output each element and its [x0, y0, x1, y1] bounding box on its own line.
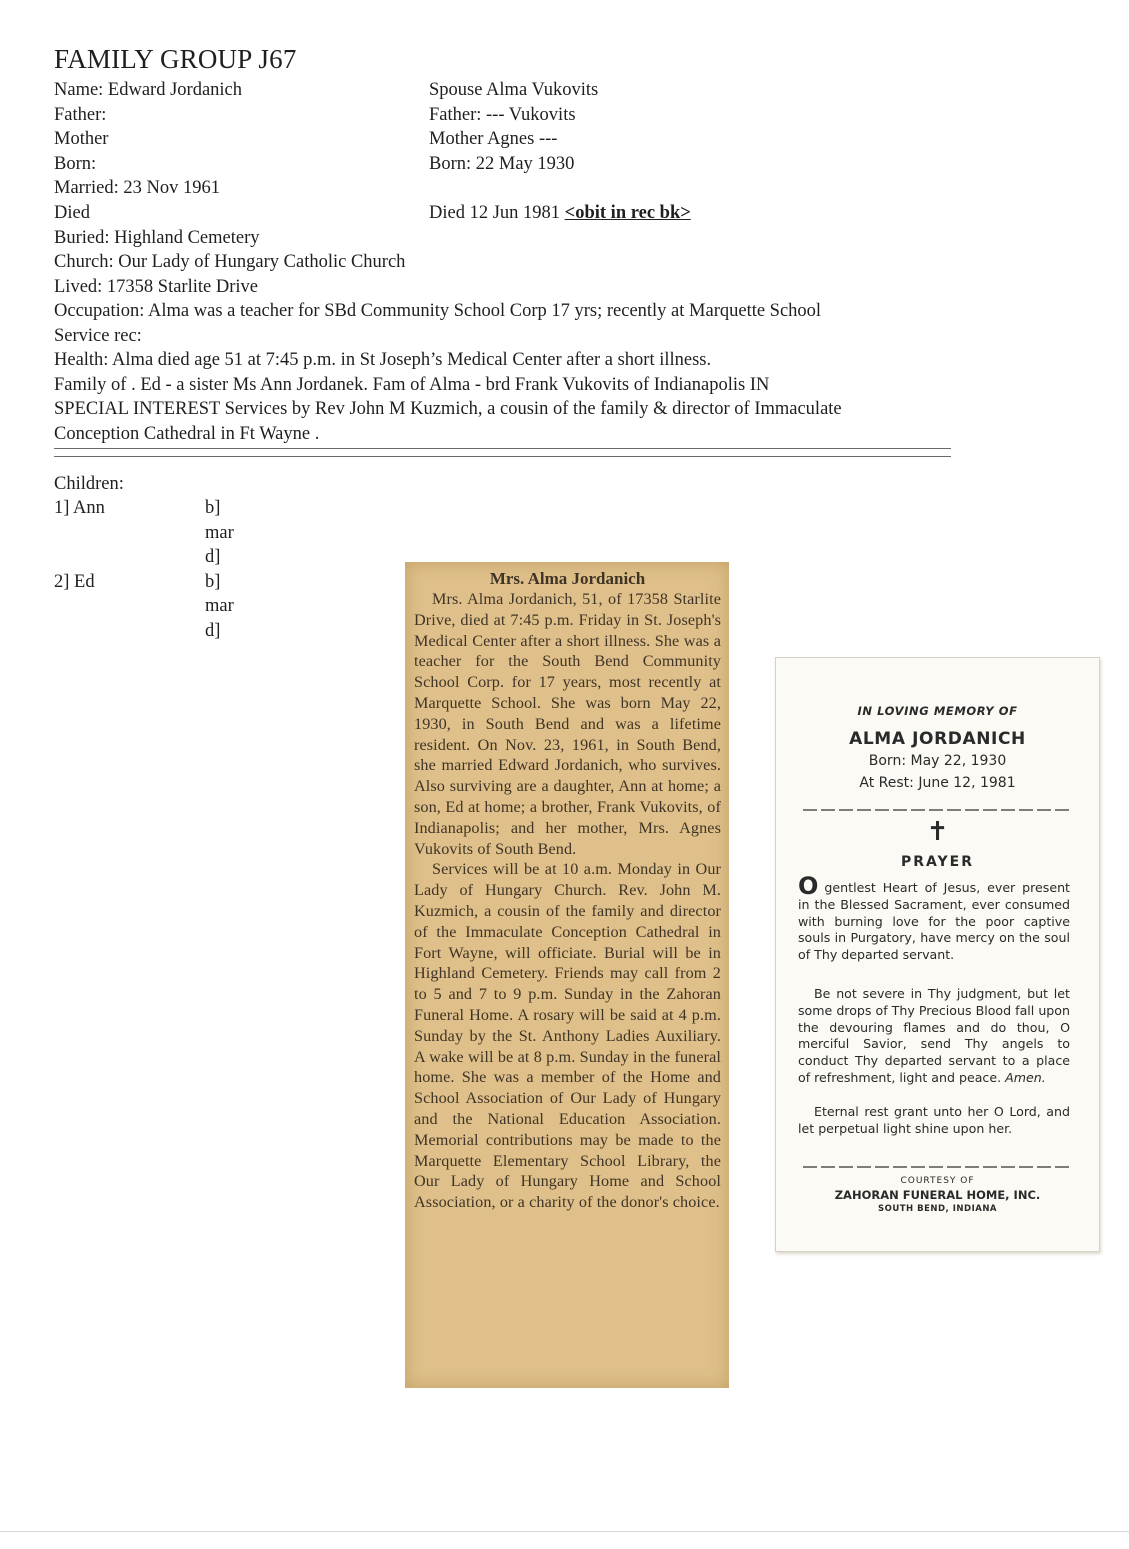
card-deceased-name: ALMA JORDANICH	[849, 729, 1026, 749]
child-died: d]	[205, 547, 221, 567]
married-date: Married: 23 Nov 1961	[54, 178, 220, 198]
obit-link[interactable]: <obit in rec bk>	[564, 203, 691, 223]
prayer-text: gentlest Heart of Jesus, ever present in the Blessed Sacrament, ever consumed with burning love for the poor captive souls in Purgatory, have mercy on the soul of Thy departed servant.	[798, 880, 1070, 963]
family-of: Family of . Ed - a sister Ms Ann Jordanek. Fam of Alma - brd Frank Vukovits of Indianapolis IN	[54, 375, 770, 395]
ornament-divider	[803, 807, 1071, 813]
child-married: mar	[205, 523, 234, 543]
ornament-divider	[803, 1164, 1071, 1170]
church: Church: Our Lady of Hungary Catholic Church	[54, 252, 406, 272]
special-interest-line-1: SPECIAL INTEREST Services by Rev John M Kuzmich, a cousin of the family & director of Immaculate	[54, 399, 842, 419]
child-married: mar	[205, 596, 234, 616]
child-name: 1] Ann	[54, 498, 105, 518]
prayer-text: Be not severe in Thy judgment, but let some drops of Thy Precious Blood fall upon the devouring flames and do thou, O merciful Savior, send Thy angels to conduct Thy departed servant to a place of refreshment, light and peace.	[798, 986, 1070, 1085]
section-divider	[54, 448, 951, 457]
card-courtesy: COURTESY OF	[900, 1176, 975, 1186]
card-rest-date: At Rest: June 12, 1981	[859, 775, 1016, 791]
prayer-amen: Amen.	[1005, 1069, 1046, 1085]
child-born: b]	[205, 498, 221, 518]
husband-mother: Mother	[54, 129, 109, 149]
spouse-died	[429, 202, 691, 224]
buried: Buried: Highland Cemetery	[54, 228, 260, 248]
husband-died: Died	[54, 203, 90, 223]
husband-father: Father:	[54, 105, 107, 125]
prayer-heading: PRAYER	[900, 854, 975, 870]
card-born-date: Born: May 22, 1930	[868, 753, 1007, 769]
child-name: 2] Ed	[54, 572, 95, 592]
child-died: d]	[205, 621, 221, 641]
husband-name: Name: Edward Jordanich	[54, 80, 243, 100]
obituary-clipping	[405, 562, 729, 1388]
prayer-initial: O	[798, 872, 819, 900]
spouse-mother: Mother Agnes ---	[429, 129, 558, 149]
spouse-father: Father: --- Vukovits	[429, 105, 576, 125]
obituary-title: Mrs. Alma Jordanich	[489, 569, 646, 588]
prayer-paragraph	[798, 872, 1070, 964]
obituary-paragraph: Mrs. Alma Jordanich, 51, of 17358 Starlite Drive, died at 7:45 p.m. Friday in St. Joseph's Medical Center after a short illness. She was a teacher for the South Bend Community School Corp. for 17 years, most recently at Marquette School. She was born May 22, 1930, in South Bend and was a lifetime resident. On Nov. 23, 1961, in South Bend, she married Edward Jordanich, who survives. Also surviving are a daughter, Ann at home; a son, Ed at home; a brother, Frank Vukovits, of Indianapolis; and her mother, Mrs. Agnes Vukovits of South Bend.	[414, 590, 721, 858]
spouse-name: Spouse Alma Vukovits	[429, 80, 599, 100]
cross-icon: ✝	[926, 817, 949, 847]
child-born: b]	[205, 572, 221, 592]
service-record: Service rec:	[54, 326, 142, 346]
spouse-died-date: Died 12 Jun 1981	[429, 203, 565, 223]
lived: Lived: 17358 Starlite Drive	[54, 277, 258, 297]
children-header: Children:	[54, 474, 124, 494]
memorial-card	[775, 657, 1100, 1252]
card-funeral-home: ZAHORAN FUNERAL HOME, INC.	[834, 1188, 1041, 1202]
spouse-born: Born: 22 May 1930	[429, 154, 575, 174]
husband-born: Born:	[54, 154, 97, 174]
health: Health: Alma died age 51 at 7:45 p.m. in St Joseph’s Medical Center after a short illness.	[54, 350, 712, 370]
page-edge-line	[0, 1531, 1129, 1532]
prayer-paragraph: Eternal rest grant unto her O Lord, and let perpetual light shine upon her.	[798, 1104, 1070, 1136]
occupation: Occupation: Alma was a teacher for SBd Community School Corp 17 yrs; recently at Marquette School	[54, 301, 822, 321]
prayer-paragraph	[798, 986, 1070, 1087]
card-location: SOUTH BEND, INDIANA	[877, 1204, 998, 1214]
page-title: FAMILY GROUP J67	[54, 44, 297, 74]
card-heading: IN LOVING MEMORY OF	[857, 704, 1018, 718]
obituary-paragraph: Services will be at 10 a.m. Monday in Our Lady of Hungary Church. Rev. John M. Kuzmich, a cousin of the family and director of the Immaculate Conception Cathedral in Fort Wayne, will officiate. Burial will be in Highland Cemetery. Friends may call from 2 to 5 and 7 to 9 p.m. Sunday in the Zahoran Funeral Home. A rosary will be said at 4 p.m. Sunday by the St. Anthony Ladies Auxiliary. A wake will be at 8 p.m. Sunday in the funeral home. She was a member of the Home and School Association of Our Lady of Hungary and the National Education Association. Memorial contributions may be made to the Marquette Elementary School Library, the Our Lady of Hungary Home and School Association, or a charity of the donor's choice.	[414, 860, 721, 1212]
special-interest-line-2: Conception Cathedral in Ft Wayne .	[54, 424, 320, 444]
